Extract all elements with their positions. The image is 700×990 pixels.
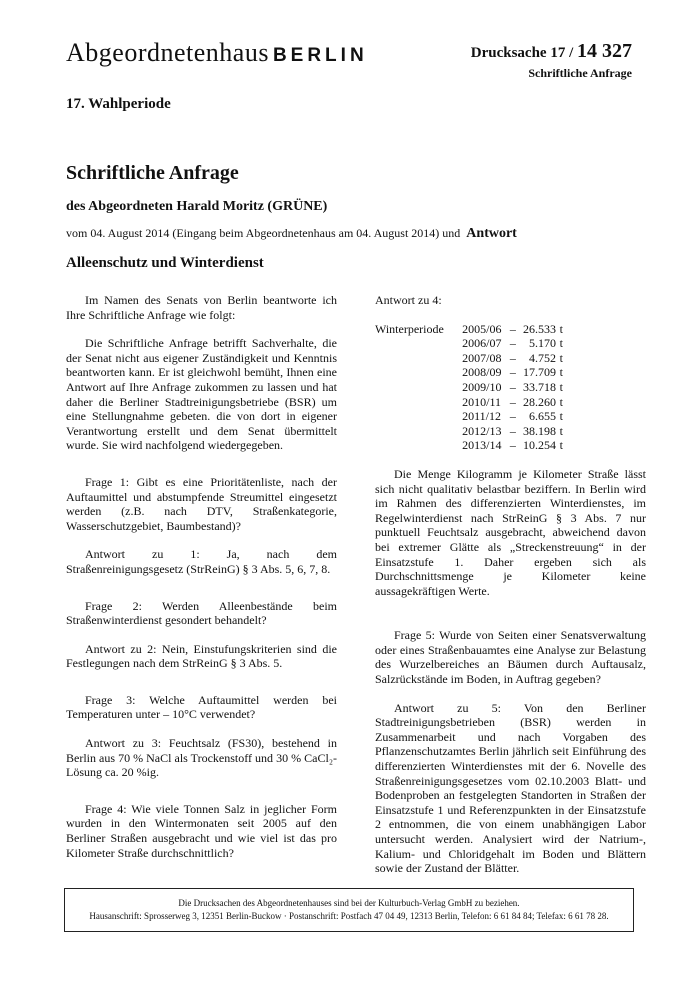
table-label: Winterperiode <box>375 321 444 336</box>
intro-paragraph: Im Namen des Senats von Berlin beantworte ich Ihre Schriftliche Anfrage wie folgt: <box>66 293 337 322</box>
table-label <box>375 409 462 424</box>
drucksache-prefix: Drucksache 17 / <box>470 45 574 61</box>
table-row <box>375 409 563 424</box>
page-title: Schriftliche Anfrage <box>66 162 239 184</box>
question-5: Frage 5: Wurde von Seiten einer Senatsverwaltung oder eines Straßenbauamtes eine Analyse zur Belastung des Wurzelbereiches an Bäumen durch Auftausalz, Salzrückstände im Boden, in Auftrag gegeben? <box>375 628 646 687</box>
drucksache-value: 14 327 <box>577 40 632 62</box>
table-label <box>375 365 462 380</box>
brand-name: Abgeordnetenhaus <box>66 38 269 67</box>
value-cell: 28.260 <box>522 394 556 409</box>
unit-cell: t <box>559 409 563 424</box>
answer-1: Antwort zu 1: Ja, nach dem Straßenreinigungsgesetz (StrReinG) § 3 Abs. 5, 6, 7, 8. <box>66 547 337 576</box>
table-label <box>375 424 462 439</box>
season-cell: 2009/10 <box>462 379 502 394</box>
season-cell: 2005/06 <box>462 321 502 336</box>
unit-cell: t <box>559 394 563 409</box>
election-period: 17. Wahlperiode <box>66 96 171 112</box>
dash-cell: – <box>509 350 516 365</box>
footer-line-2: Hausanschrift: Sprosserweg 3, 12351 Berlin-Buckow · Postanschrift: Postfach 47 04 49, 12313 Berlin, Telefon: 6 61 84 84; Telefax: 6 61 78 28. <box>89 911 609 921</box>
answer-2: Antwort zu 2: Nein, Einstufungskriterien sind die Festlegungen nach dem StrReinG § 3 Abs. 5. <box>66 641 337 671</box>
document-type: Schriftliche Anfrage <box>528 66 632 80</box>
table-row <box>375 365 563 380</box>
table-label <box>375 438 462 453</box>
dash-cell: – <box>509 438 516 453</box>
parliament-logo <box>66 38 368 68</box>
drucksache-number <box>471 40 632 63</box>
value-cell: 17.709 <box>522 365 556 380</box>
unit-cell: t <box>559 365 563 380</box>
dash-cell: – <box>509 409 516 424</box>
left-column <box>66 293 337 874</box>
answer-5: Antwort zu 5: Von den Berliner Stadtreinigungsbetrieben (BSR) werden in Zusammenarbeit und nach Vorgaben des Pflanzenschutzamtes Berlin jährlich seit Einführung des differenzierten Winterdienstes mit der 6. Novelle des Straßenreinigungsgesetzes vom 02.10.2003 Blatt- und Bodenproben an festgelegten Standorten in Straßen der Einsatzstufe 1 und Referenzpunkten in der Einsatzstufe 2 entnommen, die von einem unabhängigen Labor untersucht werden. Analysiert wird der Natrium-, Kalium- und Chloridgehalt im Boden und Blättern sowie der Zustand der Blätter. <box>375 700 646 876</box>
date-text: vom 04. August 2014 (Eingang beim Abgeordnetenhaus am 04. August 2014) und <box>66 226 461 240</box>
season-cell: 2010/11 <box>462 394 501 409</box>
value-cell: 10.254 <box>522 438 556 453</box>
season-cell: 2013/14 <box>462 438 502 453</box>
footer-line-1: Die Drucksachen des Abgeordnetenhauses sind bei der Kulturbuch-Verlag GmbH zu beziehen. <box>178 898 520 908</box>
unit-cell: t <box>559 438 563 453</box>
table-row <box>375 351 563 366</box>
dash-cell: – <box>509 379 516 394</box>
dash-cell: – <box>509 321 516 336</box>
value-cell: 38.198 <box>522 423 556 438</box>
answer-4-heading: Antwort zu 4: <box>375 293 442 307</box>
subject-heading: Alleenschutz und Winterdienst <box>66 255 264 271</box>
table-row <box>375 336 563 351</box>
unit-cell: t <box>559 379 563 394</box>
footer <box>64 888 634 932</box>
table-row <box>375 380 563 395</box>
brand-city: BERLIN <box>272 45 368 66</box>
table-row <box>375 322 563 337</box>
value-cell: 6.655 <box>528 409 556 424</box>
table-label <box>375 336 462 351</box>
table-row <box>375 438 563 453</box>
season-cell: 2012/13 <box>462 423 502 438</box>
question-4: Frage 4: Wie viele Tonnen Salz in jeglicher Form wurden in den Wintermonaten seit 2005 auf den Berliner Straßen ausgebracht und wie viel ist das pro Kilometer Straße durchschnittlich? <box>66 801 337 860</box>
right-column <box>375 293 646 890</box>
question-3: Frage 3: Welche Auftaumittel werden bei Temperaturen unter – 10°C verwendet? <box>66 692 337 722</box>
date-line <box>66 226 517 242</box>
unit-cell: t <box>559 350 563 365</box>
table-row <box>375 395 563 410</box>
paragraph: Die Schriftliche Anfrage betrifft Sachverhalte, die der Senat nicht aus eigener Zuständigkeit und Kenntnis beantworten kann. Er ist gleichwohl bemüht, Ihnen eine Antwort auf Ihre Anfrage zukommen zu lassen und hat daher die Berliner Stadtreinigungsbetriebe (BSR) um eine Stellungnahme gebeten. die von dort in eigener Verantwortung erstellt und dem Senat übermittelt wurde. Sie wird nachfolgend wiedergegeben. <box>66 336 337 453</box>
table-label <box>375 351 462 366</box>
unit-cell: t <box>559 336 563 351</box>
answer-3: Antwort zu 3: Feuchtsalz (FS30), bestehend in Berlin aus 70 % NaCl als Trockenstoff und 30 % CaCl₂-Lösung ca. 20 %ig. <box>66 736 337 780</box>
season-cell: 2006/07 <box>462 336 502 351</box>
author-line: des Abgeordneten Harald Moritz (GRÜNE) <box>66 199 328 214</box>
question-1: Frage 1: Gibt es eine Prioritätenliste, nach der Auftaumittel und abstumpfende Streumittel eingesetzt werden (z.B. nach DTV, Straßenkategorie, Wasserschutzgebiet, Baumbestand)? <box>66 474 337 533</box>
answer-4-paragraph: Die Menge Kilogramm je Kilometer Straße lässt sich nicht qualitativ belastbar beziffern. In Berlin wird im Rahmen des differenzierten Winterdienstes, im Regelwinterdienst nach StrReinG § 3 Abs. 7 nur punktuell Feuchtsalz ausgebracht, abweichend davon bei extremer Glätte als „Streckenstreuung“ in der Einsatzstufe 1. Daher ergeben sich als Durchschnittsmenge je Kilometer keine aussagekräftigen Werte. <box>375 466 646 598</box>
season-cell: 2008/09 <box>462 365 502 380</box>
value-cell: 26.533 <box>522 321 556 336</box>
table-row <box>375 424 563 439</box>
season-cell: 2007/08 <box>462 350 502 365</box>
value-cell: 33.718 <box>522 379 556 394</box>
dash-cell: – <box>509 336 516 351</box>
table-label <box>375 380 462 395</box>
unit-cell: t <box>559 321 563 336</box>
question-2: Frage 2: Werden Alleenbestände beim Straßenwinterdienst gesondert behandelt? <box>66 598 337 628</box>
dash-cell: – <box>509 365 516 380</box>
value-cell: 4.752 <box>528 350 556 365</box>
unit-cell: t <box>559 423 563 438</box>
answer-label: Antwort <box>466 226 517 241</box>
table-label <box>375 395 462 410</box>
salt-usage-table <box>375 322 563 453</box>
value-cell: 5.170 <box>528 336 556 351</box>
dash-cell: – <box>509 423 516 438</box>
season-cell: 2011/12 <box>462 409 501 424</box>
dash-cell: – <box>509 394 516 409</box>
